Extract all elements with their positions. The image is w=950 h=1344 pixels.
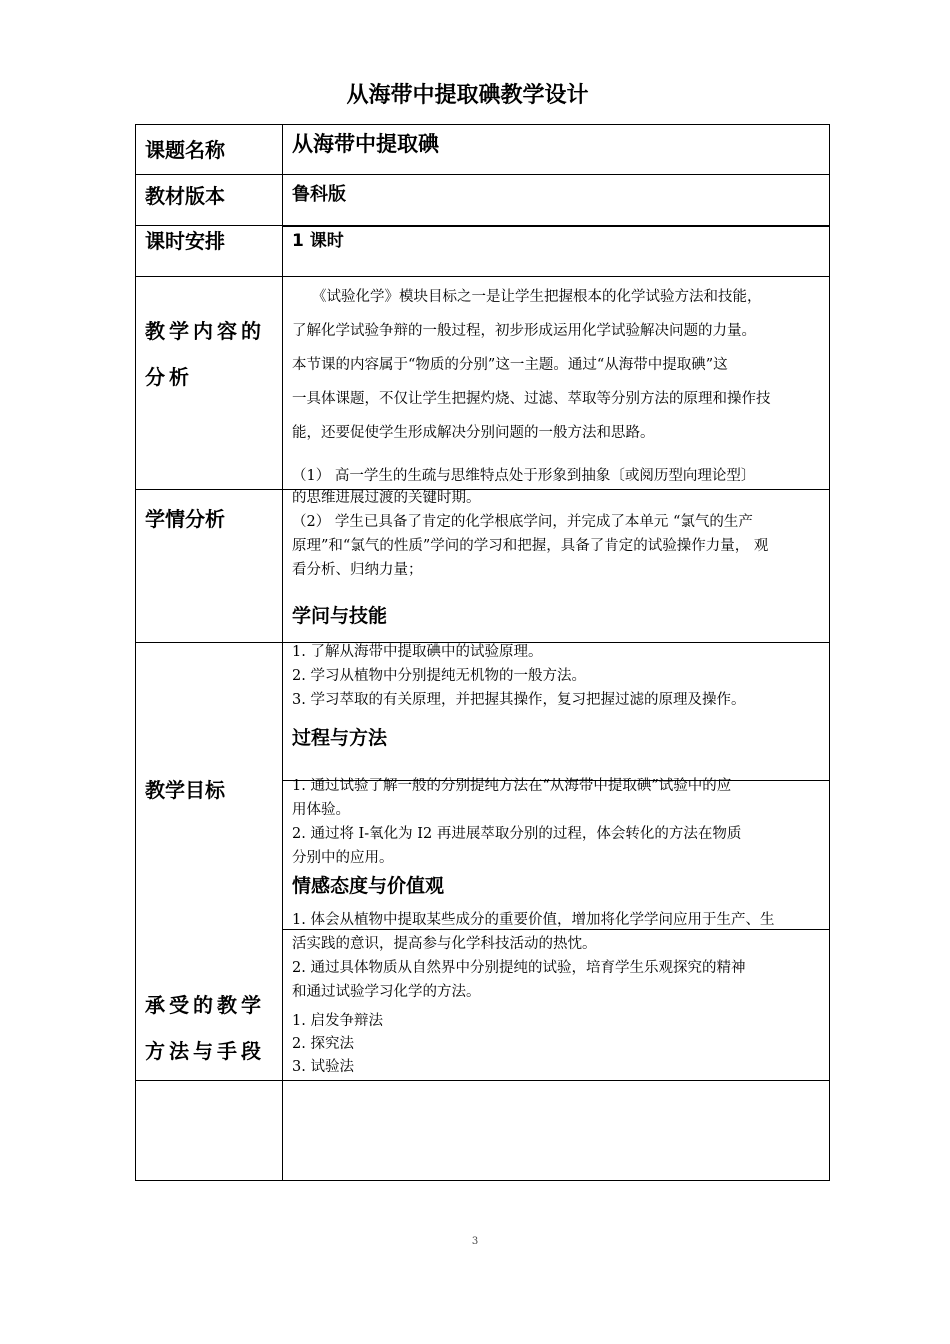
topic-label: 课题名称 — [145, 138, 225, 162]
schedule-label: 课时安排 — [145, 229, 225, 253]
objectives-label: 教学目标 — [145, 778, 225, 802]
methods-label: 承受的教学 方法与手段 — [145, 993, 265, 1063]
knowledge-heading: 学问与技能 — [292, 605, 388, 627]
methods-list: 1. 启发争辩法 2. 探究法 3. 试验法 — [292, 1013, 383, 1075]
process-list: 1. 通过试验了解一般的分别提纯方法在“从海带中提取碘”试验中的应 用体验。 2. 通过将 I-氧化为 I2 再进展萃取分别的过程，体会转化的方法在物质 分别中的应用。 — [292, 778, 742, 866]
process-heading: 过程与方法 — [292, 727, 388, 749]
student-analysis-label: 学情分析 — [145, 507, 225, 531]
content-analysis-text: 《试验化学》模块目标之一是让学生把握根本的化学试验方法和技能， 了解化学试验争辩的一般过程，初步形成运用化学试验解决问题的力量。 本节课的内容属于“物质的分别”这一主题。通过“从海带中提取碘”这 一具体课题，不仅让学生把握灼烧、过滤、萃取等分别方法的原理和操作技 能，还要促使学生形成解决分别问题的一般方法和思路。 — [292, 289, 771, 441]
knowledge-list: 1. 了解从海带中提取碘中的试验原理。 2. 学习从植物中分别提纯无机物的一般方法。 3. 学习萃取的有关原理，并把握其操作，复习把握过滤的原理及操作。 — [292, 644, 746, 708]
edition-label: 教材版本 — [145, 184, 225, 208]
page-title: 从海带中提取碘教学设计 — [346, 83, 589, 108]
student-analysis-line-0: （1） 高一学生的生疏与思维特点处于形象到抽象〔或阅历型向理论型〕 — [292, 468, 756, 484]
content-analysis-label: 教学内容的 分析 — [145, 319, 265, 389]
student-analysis-text: 的思维进展过渡的关键时期。 （2） 学生已具备了肯定的化学根底学问，并完成了本单元 “氯气的生产 原理”和“氯气的性质”学问的学习和把握，具备了肯定的试验操作力量， 观 看分析、归纳力量； — [292, 490, 769, 578]
attitude-list: 1. 体会从植物中提取某些成分的重要价值，增加将化学学问应用于生产、生 活实践的意识，提高参与化学科技活动的热忱。 2. 通过具体物质从自然界中分别提纯的试验，培育学生乐观探究的精神 和通过试验学习化学的方法。 — [292, 912, 775, 1000]
page-number: 3 — [471, 1236, 479, 1247]
topic-value: 从海带中提取碘 — [292, 132, 439, 156]
attitude-heading: 情感态度与价值观 — [292, 875, 445, 897]
schedule-value: 1 课时 — [292, 231, 344, 251]
edition-value: 鲁科版 — [292, 184, 346, 205]
